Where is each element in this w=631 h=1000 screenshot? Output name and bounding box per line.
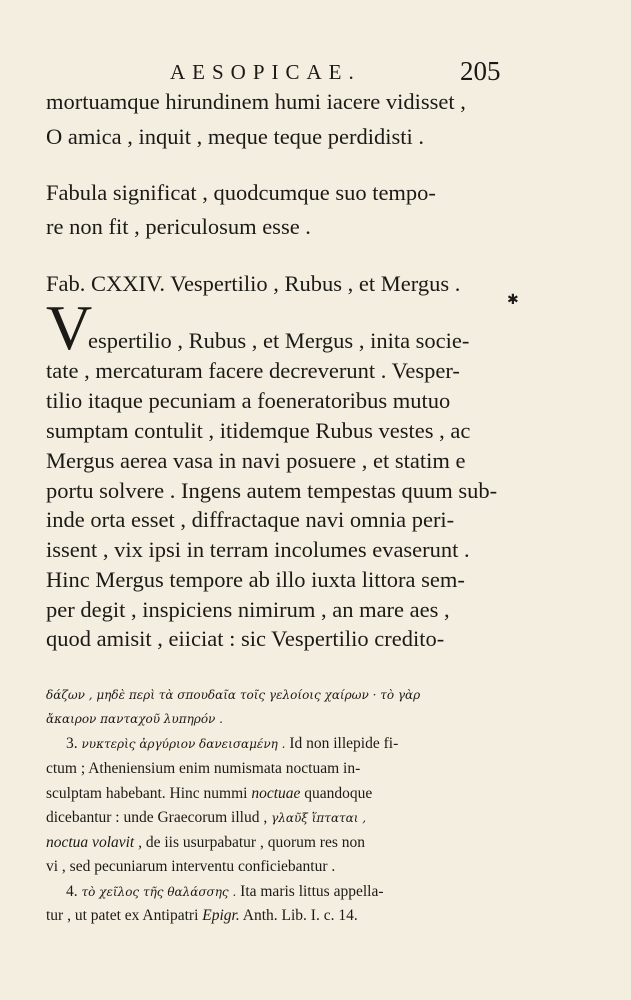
note-text: de iis usurpabatur , quorum res non [145,834,365,851]
moral-line: Fabula significat , quodcumque suo tempo- [46,180,436,205]
note-text: tur , ut patet ex Antipatri [46,907,199,924]
note-text: Anth. Lib. I. c. 14. [242,907,358,924]
fable-line: tilio itaque pecuniam a foeneratoribus mutuo [46,388,451,413]
note-italic: noctua volavit , [46,834,142,851]
moral-line: re non fit , periculosum esse . [46,214,311,239]
fable-line: per degit , inspiciens nimirum , an mare aes , [46,597,450,622]
note-text: quandoque [304,785,373,802]
fable-line: quod amisit , eiiciat : sic Vespertilio credito- [46,626,445,651]
body-line: O amica , inquit , meque teque perdidisti . [46,124,425,149]
note-line [46,785,372,803]
note-number: 4. [66,883,78,900]
note-text: sculptam habebant. Hinc nummi [46,785,248,802]
note-italic: Epigr. [202,907,240,924]
note-line [46,834,365,852]
fable-line: espertilio , Rubus , et Mergus , inita socie- [88,328,470,353]
drop-capital: V [46,292,93,363]
note-line [66,883,384,901]
footnote-mark: ✱ [507,292,519,308]
note-greek-line: δάζων , μηδὲ περὶ τὰ σπουδαῖα τοῖς γελοίοις χαίρων · τὸ γὰρ [46,688,421,702]
fable-line: Mergus aerea vasa in navi posuere , et statim e [46,448,466,473]
body-line: mortuamque hirundinem humi iacere vidisset , [46,89,466,114]
note-greek: νυκτερὶς ἀργύριον δανεισαμένη . [81,737,286,751]
note-line: ctum ; Atheniensium enim numismata noctuam in- [46,760,361,777]
note-greek-line: ἄκαιρον πανταχοῦ λυπηρόν . [46,712,223,726]
fable-line: inde orta esset , diffractaque navi omnia peri- [46,507,455,532]
page-number: 205 [460,56,501,86]
note-italic: noctuae [251,785,301,802]
note-greek: τὸ χεῖλος τῆς θαλάσσης . [81,885,237,899]
note-line [66,735,398,753]
fable-line: portu solvere . Ingens autem tempestas quum sub- [46,478,498,503]
note-greek: γλαῦξ ἵπταται , [271,811,367,825]
note-text: dicebantur : unde Graecorum illud , [46,809,268,826]
fable-line: tate , mercaturam facere decreverunt . Vesper- [46,358,460,383]
fable-line: sumptam contulit , itidemque Rubus vestes , ac [46,418,471,443]
fable-line: Hinc Mergus tempore ab illo iuxta littora sem- [46,567,465,592]
note-text: Ita maris littus appella- [240,883,384,900]
fable-line: issent , vix ipsi in terram incolumes evaserunt . [46,537,470,562]
note-line [46,907,358,925]
note-line: vi , sed pecuniarum interventu conficiebantur . [46,858,336,875]
fable-heading: Fab. CXXIV. Vespertilio , Rubus , et Mergus . [46,271,461,296]
note-number: 3. [66,735,78,752]
page-header [0,58,631,88]
running-title: AESOPICAE. [170,60,361,84]
note-text: Id non illepide fi- [289,735,399,752]
note-line [46,809,366,827]
